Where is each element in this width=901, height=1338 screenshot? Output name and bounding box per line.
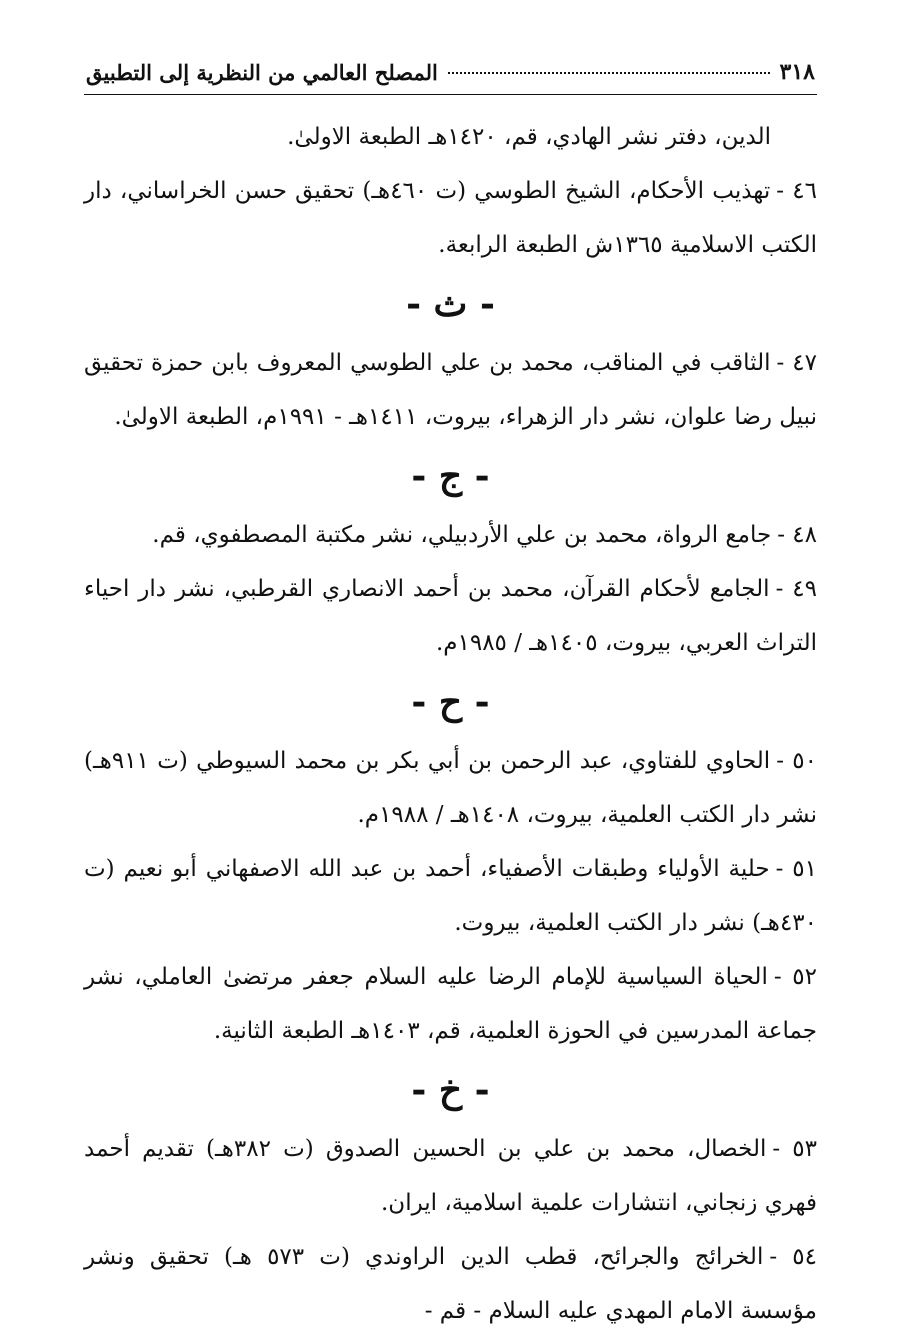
entry-47 <box>84 336 817 444</box>
entry-number: ٥٣ - <box>772 1136 817 1162</box>
entry-text: الخصال، محمد بن علي بن الحسين الصدوق (ت ٣٨٢هـ) تقديم أحمد فهري زنجاني، انتشارات علمية اسلامية، ايران. <box>84 1136 817 1216</box>
header-rule <box>84 94 817 95</box>
entry-text: الثاقب في المناقب، محمد بن علي الطوسي المعروف بابن حمزة تحقيق نبيل رضا علوان، نشر دار الزهراء، بيروت، ١٤١١هـ - ١٩٩١م، الطبعة الاولىٰ. <box>84 350 817 430</box>
entry-number: ٤٨ - <box>777 522 817 548</box>
entry-text: الحياة السياسية للإمام الرضا عليه السلام جعفر مرتضىٰ العاملي، نشر جماعة المدرسين في الحوزة العلمية، قم، ١٤٠٣هـ الطبعة الثانية. <box>84 964 817 1044</box>
entry-text: حلية الأولياء وطبقات الأصفياء، أحمد بن عبد الله الاصفهاني أبو نعيم (ت ٤٣٠هـ) نشر دار الكتب العلمية، بيروت. <box>84 856 817 936</box>
entry-51 <box>84 842 817 950</box>
entry-50 <box>84 734 817 842</box>
entry-text: الجامع لأحكام القرآن، محمد بن أحمد الانصاري القرطبي، نشر دار احياء التراث العربي، بيروت، ١٤٠٥هـ / ١٩٨٥م. <box>84 576 817 656</box>
entry-54 <box>84 1230 817 1338</box>
continued-entry-line: الدين، دفتر نشر الهادي، قم، ١٤٢٠هـ الطبعة الاولىٰ. <box>287 124 771 150</box>
entry-53 <box>84 1122 817 1230</box>
entry-number: ٤٩ - <box>775 576 817 602</box>
running-header <box>86 50 815 94</box>
book-title: المصلح العالمي من النظرية إلى التطبيق <box>86 59 438 85</box>
entry-text: الخرائج والجرائح، قطب الدين الراوندي (ت ٥٧٣ هـ) تحقيق ونشر مؤسسة الامام المهدي عليه السلام - قم - <box>84 1244 817 1324</box>
entry-49 <box>84 562 817 670</box>
section-letter-jim: - ج - <box>411 455 490 497</box>
entry-number: ٤٧ - <box>776 350 817 376</box>
entry-text: الحاوي للفتاوي، عبد الرحمن بن أبي بكر بن محمد السيوطي (ت ٩١١هـ) نشر دار الكتب العلمية، بيروت، ١٤٠٨هـ / ١٩٨٨م. <box>84 748 817 828</box>
entry-52 <box>84 950 817 1058</box>
header-dot-leader <box>448 71 770 74</box>
entry-number: ٤٦ - <box>776 178 817 204</box>
entry-number: ٥١ - <box>775 856 818 882</box>
entry-text: جامع الرواة، محمد بن علي الأردبيلي، نشر مكتبة المصطفوي، قم. <box>152 522 772 548</box>
section-letter-tha: - ث - <box>406 283 495 325</box>
entry-number: ٥٤ - <box>769 1244 818 1270</box>
section-letter-ha: - ح - <box>411 681 490 723</box>
entry-46 <box>84 164 817 272</box>
page-number: ٣١٨ <box>779 59 815 85</box>
entry-number: ٥٠ - <box>776 748 817 774</box>
entry-48 <box>84 508 817 562</box>
bibliography-list <box>84 110 817 1338</box>
section-letter-kha: - خ - <box>411 1069 490 1111</box>
entry-text: تهذيب الأحكام، الشيخ الطوسي (ت ٤٦٠هـ) تحقيق حسن الخراساني، دار الكتب الاسلامية ١٣٦٥ش الطبعة الرابعة. <box>84 178 817 258</box>
entry-number: ٥٢ - <box>773 964 817 990</box>
